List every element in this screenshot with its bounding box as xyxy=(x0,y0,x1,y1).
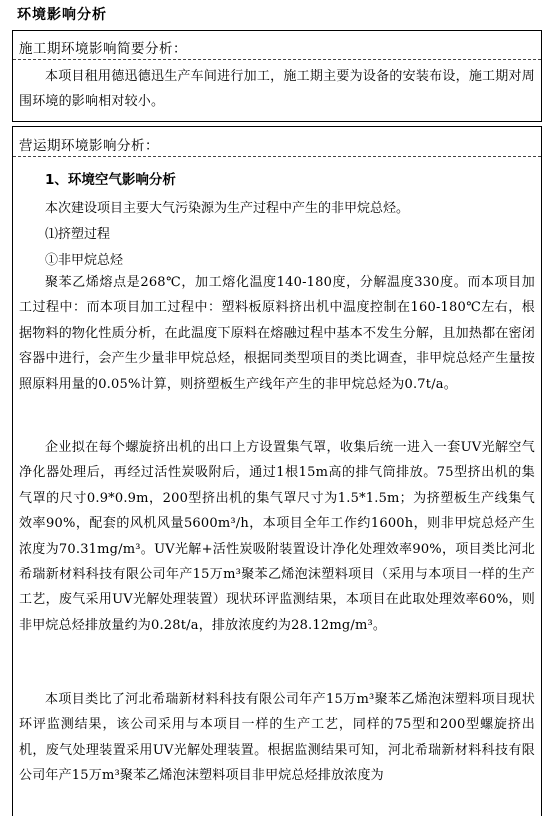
item-extrusion: ⑴挤塑过程 xyxy=(45,227,111,242)
construction-text: 本项目租用德迅德迅生产车间进行加工，施工期主要为设备的安装布设，施工期对周围环境的影响相对较小。 xyxy=(19,69,535,110)
construction-heading: 施工期环境影响简要分析： xyxy=(19,41,187,57)
operation-heading: 营运期环境影响分析： xyxy=(19,138,159,154)
paragraph-1: 聚苯乙烯熔点是268℃，加工熔化温度140-180度，分解温度330度。而本项目加工过程中：而本项目加工过程中：塑料板原料挤出机中温度控制在160-180℃左右，根据物料的物化性质分析，在此温度下原料在熔融过程中基本不发生分解，且加热都在密闭容器中进行，会产生少量非甲烷总烃，根据同类型项目的类比调查，非甲烷总烃产生量按照原料用量的0.05%计算，则挤塑板生产线年产生的非甲烷总烃为0.7t/a。 xyxy=(19,275,535,392)
operation-section xyxy=(12,126,542,816)
paragraph-2: 企业拟在每个螺旋挤出机的出口上方设置集气罩，收集后统一进入一套UV光解空气净化器处理后，再经过活性炭吸附后，通过1根15m高的排气筒排放。75型挤出机的集气罩的尺寸0.9*0.9m，200型挤出机的集气罩尺寸为1.5*1.5m；为挤塑板生产线集气效率90%，配套的风机风量5600m³/h，本项目全年工作约1600h，则非甲烷总烃产生浓度为70.31mg/m³。UV光解+活性炭吸附装置设计净化处理效率90%，项目类比河北希瑞新材料科技有限公司年产15万m³聚苯乙烯泡沫塑料项目（采用与本项目一样的生产工艺，废气采用UV光解处理装置）现状环评监测结果，本项目在此取处理效率60%，则非甲烷总烃排放量约为0.28t/a，排放浓度约为28.12mg/m³。 xyxy=(19,440,535,633)
construction-section xyxy=(12,30,542,122)
section-divider xyxy=(13,156,541,157)
air-impact-subheading: 1、环境空气影响分析 xyxy=(45,172,176,188)
intro-text: 本次建设项目主要大气污染源为生产过程中产生的非甲烷总烃。 xyxy=(45,201,410,216)
item-nmhc: ①非甲烷总烃 xyxy=(45,253,124,268)
page-title: 环境影响分析 xyxy=(17,7,107,23)
paragraph-3: 本项目类比了河北希瑞新材料科技有限公司年产15万m³聚苯乙烯泡沫塑料项目现状环评监测结果，该公司采用与本项目一样的生产工艺，同样的75型和200型螺旋挤出机，废气处理装置采用UV光解处理装置。根据监测结果可知，河北希瑞新材料科技有限公司年产15万m³聚苯乙烯泡沫塑料项目非甲烷总烃排放浓度为 xyxy=(19,692,535,784)
section-divider xyxy=(13,59,541,60)
